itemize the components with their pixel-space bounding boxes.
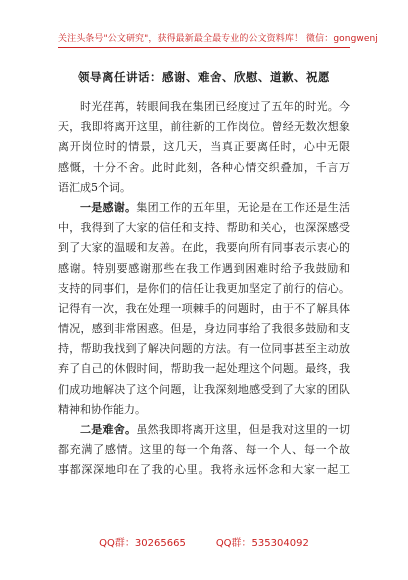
footer-qq-group-1: QQ群：30265665 xyxy=(99,538,186,549)
section-thanks-line: 精神和协作能力。 xyxy=(58,402,146,416)
section-reluctance-first-line xyxy=(58,420,350,440)
section-reluctance-text: 虽然我即将离开这里，但是我对这里的一切 xyxy=(136,423,350,436)
intro-paragraph xyxy=(58,97,350,198)
page-header: 关注头条号"公文研究"，获得最新最全最专业的公文资料库！ 微信：gongwenj xyxy=(58,34,378,44)
section-reluctance-heading: 二是难舍。 xyxy=(80,423,137,436)
document-body xyxy=(58,97,350,481)
footer-qq-group-2: QQ群：535304092 xyxy=(215,538,309,549)
section-thanks-line: 支持的同事们，是你们的信任让我更加坚定了前行的信心。 xyxy=(58,281,350,295)
section-thanks-line: 中，我得到了大家的信任和支持、帮助和关心，也深深感受 xyxy=(58,221,350,235)
section-reluctance-line: 事都深深地印在了我的心里。我将永远怀念和大家一起工 xyxy=(58,463,350,477)
intro-line: 天，我即将离开这里，前往新的工作岗位。曾经无数次想象 xyxy=(58,120,350,134)
section-reluctance-paragraph xyxy=(58,420,350,481)
document-title: 领导离任讲话：感谢、难舍、欣慰、道歉、祝愿 xyxy=(78,70,330,84)
intro-line: 感慨，十分不舍。此时此刻，各种心情交织叠加，千言万 xyxy=(58,160,350,174)
section-thanks-line: 持，帮助我找到了解决问题的方法。有一位同事甚至主动放 xyxy=(58,342,350,356)
section-thanks-line: 弃了自己的休假时间，帮助我一起处理这个问题。最终，我 xyxy=(58,362,350,376)
section-thanks-first-line xyxy=(58,198,350,218)
section-thanks-line: 记得有一次，我在处理一项棘手的问题时，由于不了解具体 xyxy=(58,301,350,315)
header-divider xyxy=(58,47,350,48)
section-reluctance-line: 都充满了感情。这里的每一个角落、每一个人、每一个故 xyxy=(58,443,350,457)
intro-line: 语汇成5个词。 xyxy=(58,180,131,194)
section-thanks-line: 到了大家的温暖和友善。在此，我要向所有同事表示衷心的 xyxy=(58,241,350,255)
intro-line: 离开岗位时的情景，这几天，当真正要离任时，心中无限 xyxy=(58,140,350,154)
page-footer xyxy=(58,534,350,549)
section-thanks-heading: 一是感谢。 xyxy=(80,200,137,214)
section-thanks-line: 情况，感到非常困惑。但是，身边同事给了我很多鼓励和支 xyxy=(58,322,350,336)
section-thanks-paragraph xyxy=(58,198,350,420)
section-thanks-line: 们成功地解决了这个问题，让我深刻地感受到了大家的团队 xyxy=(58,382,350,396)
section-thanks-text: 集团工作的五年里，无论是在工作还是生活 xyxy=(136,200,350,214)
intro-line: 时光荏苒，转眼间我在集团已经度过了五年的时光。今 xyxy=(80,100,350,113)
section-thanks-line: 感谢。特别要感谢那些在我工作遇到困难时给予我鼓励和 xyxy=(58,261,350,275)
